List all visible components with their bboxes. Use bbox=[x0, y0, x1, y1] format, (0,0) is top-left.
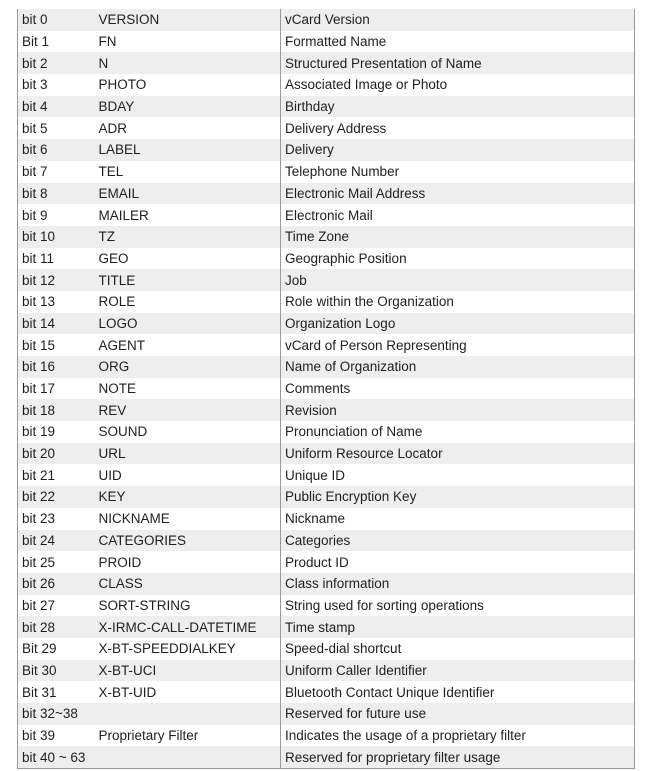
description-cell: Associated Image or Photo bbox=[281, 74, 635, 96]
table-row bbox=[18, 161, 635, 183]
table-row bbox=[18, 508, 635, 530]
property-cell: LOGO bbox=[93, 313, 281, 335]
description-cell: Name of Organization bbox=[281, 356, 635, 378]
table-row bbox=[18, 638, 635, 660]
table-row bbox=[18, 52, 635, 74]
property-cell: REV bbox=[93, 399, 281, 421]
description-cell: Electronic Mail Address bbox=[281, 183, 635, 205]
bit-cell: bit 24 bbox=[18, 530, 93, 552]
table-row bbox=[18, 703, 635, 725]
table-row bbox=[18, 486, 635, 508]
bit-cell: bit 15 bbox=[18, 334, 93, 356]
description-cell: vCard Version bbox=[281, 9, 635, 31]
table-row bbox=[18, 226, 635, 248]
description-cell: Comments bbox=[281, 378, 635, 400]
description-cell: Product ID bbox=[281, 551, 635, 573]
property-cell: TITLE bbox=[93, 269, 281, 291]
table-row bbox=[18, 291, 635, 313]
description-cell: Organization Logo bbox=[281, 313, 635, 335]
property-cell: TZ bbox=[93, 226, 281, 248]
table-row bbox=[18, 248, 635, 270]
table-row bbox=[18, 183, 635, 205]
bit-cell: bit 23 bbox=[18, 508, 93, 530]
description-cell: Categories bbox=[281, 530, 635, 552]
bit-cell: bit 39 bbox=[18, 725, 93, 747]
bit-cell: bit 13 bbox=[18, 291, 93, 313]
description-cell: Pronunciation of Name bbox=[281, 421, 635, 443]
table-row bbox=[18, 530, 635, 552]
table-row bbox=[18, 616, 635, 638]
property-cell: PHOTO bbox=[93, 74, 281, 96]
description-cell: Delivery Address bbox=[281, 117, 635, 139]
bit-cell: bit 7 bbox=[18, 161, 93, 183]
table-row bbox=[18, 117, 635, 139]
description-cell: Nickname bbox=[281, 508, 635, 530]
property-cell: ADR bbox=[93, 117, 281, 139]
bit-cell: bit 6 bbox=[18, 139, 93, 161]
table-row bbox=[18, 334, 635, 356]
table-row bbox=[18, 443, 635, 465]
description-cell: Structured Presentation of Name bbox=[281, 52, 635, 74]
bit-cell: bit 26 bbox=[18, 573, 93, 595]
description-cell: Speed-dial shortcut bbox=[281, 638, 635, 660]
property-cell: X-BT-UCI bbox=[93, 660, 281, 682]
table-row bbox=[18, 399, 635, 421]
bit-cell: bit 12 bbox=[18, 269, 93, 291]
description-cell: String used for sorting operations bbox=[281, 595, 635, 617]
description-cell: Time stamp bbox=[281, 616, 635, 638]
property-cell: SORT-STRING bbox=[93, 595, 281, 617]
table-row bbox=[18, 421, 635, 443]
table-row bbox=[18, 378, 635, 400]
bit-cell: bit 27 bbox=[18, 595, 93, 617]
description-cell: Job bbox=[281, 269, 635, 291]
description-cell: Indicates the usage of a proprietary filter bbox=[281, 725, 635, 747]
bit-cell: bit 22 bbox=[18, 486, 93, 508]
table-row bbox=[18, 573, 635, 595]
property-cell: CATEGORIES bbox=[93, 530, 281, 552]
table-row bbox=[18, 9, 635, 31]
bit-cell: bit 25 bbox=[18, 551, 93, 573]
bit-cell: bit 18 bbox=[18, 399, 93, 421]
bit-cell: bit 19 bbox=[18, 421, 93, 443]
bit-cell: bit 5 bbox=[18, 117, 93, 139]
description-cell: Uniform Caller Identifier bbox=[281, 660, 635, 682]
table-row bbox=[18, 139, 635, 161]
bit-cell: bit 11 bbox=[18, 248, 93, 270]
table-body bbox=[18, 9, 635, 769]
property-cell: GEO bbox=[93, 248, 281, 270]
description-cell: Time Zone bbox=[281, 226, 635, 248]
property-cell: SOUND bbox=[93, 421, 281, 443]
bit-cell: bit 8 bbox=[18, 183, 93, 205]
description-cell: Electronic Mail bbox=[281, 204, 635, 226]
description-cell: Telephone Number bbox=[281, 161, 635, 183]
description-cell: vCard of Person Representing bbox=[281, 334, 635, 356]
bit-cell: bit 20 bbox=[18, 443, 93, 465]
bit-cell: bit 14 bbox=[18, 313, 93, 335]
table-row bbox=[18, 31, 635, 53]
property-cell: NOTE bbox=[93, 378, 281, 400]
vcard-filter-table-container bbox=[17, 9, 634, 769]
property-cell: ROLE bbox=[93, 291, 281, 313]
table-row bbox=[18, 595, 635, 617]
property-cell: TEL bbox=[93, 161, 281, 183]
description-cell: Reserved for proprietary filter usage bbox=[281, 746, 635, 768]
description-cell: Uniform Resource Locator bbox=[281, 443, 635, 465]
description-cell: Class information bbox=[281, 573, 635, 595]
bit-cell: bit 9 bbox=[18, 204, 93, 226]
table-row bbox=[18, 356, 635, 378]
description-cell: Formatted Name bbox=[281, 31, 635, 53]
description-cell: Role within the Organization bbox=[281, 291, 635, 313]
bit-cell: bit 16 bbox=[18, 356, 93, 378]
table-row bbox=[18, 269, 635, 291]
property-cell: FN bbox=[93, 31, 281, 53]
table-row bbox=[18, 725, 635, 747]
table-row bbox=[18, 681, 635, 703]
bit-cell: Bit 29 bbox=[18, 638, 93, 660]
property-cell: BDAY bbox=[93, 96, 281, 118]
property-cell: AGENT bbox=[93, 334, 281, 356]
table-row bbox=[18, 660, 635, 682]
property-cell: NICKNAME bbox=[93, 508, 281, 530]
description-cell: Unique ID bbox=[281, 464, 635, 486]
bit-cell: bit 4 bbox=[18, 96, 93, 118]
bit-cell: Bit 30 bbox=[18, 660, 93, 682]
property-cell: N bbox=[93, 52, 281, 74]
description-cell: Public Encryption Key bbox=[281, 486, 635, 508]
bit-cell: bit 3 bbox=[18, 74, 93, 96]
description-cell: Reserved for future use bbox=[281, 703, 635, 725]
bit-cell: bit 32~38 bbox=[18, 703, 93, 725]
table-row bbox=[18, 74, 635, 96]
bit-cell: Bit 1 bbox=[18, 31, 93, 53]
bit-cell: bit 0 bbox=[18, 9, 93, 31]
property-cell bbox=[93, 746, 281, 768]
property-cell: PROID bbox=[93, 551, 281, 573]
property-cell: VERSION bbox=[93, 9, 281, 31]
property-cell bbox=[93, 703, 281, 725]
bit-cell: bit 10 bbox=[18, 226, 93, 248]
bit-cell: bit 21 bbox=[18, 464, 93, 486]
bit-cell: bit 17 bbox=[18, 378, 93, 400]
table-row bbox=[18, 551, 635, 573]
property-cell: ORG bbox=[93, 356, 281, 378]
table-row bbox=[18, 464, 635, 486]
property-cell: Proprietary Filter bbox=[93, 725, 281, 747]
bit-cell: bit 2 bbox=[18, 52, 93, 74]
property-cell: URL bbox=[93, 443, 281, 465]
bit-cell: Bit 31 bbox=[18, 681, 93, 703]
bit-cell: bit 40 ~ 63 bbox=[18, 746, 93, 768]
property-cell: EMAIL bbox=[93, 183, 281, 205]
table-row bbox=[18, 313, 635, 335]
property-cell: MAILER bbox=[93, 204, 281, 226]
description-cell: Geographic Position bbox=[281, 248, 635, 270]
property-cell: X-BT-SPEEDDIALKEY bbox=[93, 638, 281, 660]
property-cell: X-BT-UID bbox=[93, 681, 281, 703]
table-row bbox=[18, 96, 635, 118]
vcard-filter-table bbox=[17, 9, 635, 769]
bit-cell: bit 28 bbox=[18, 616, 93, 638]
property-cell: CLASS bbox=[93, 573, 281, 595]
property-cell: KEY bbox=[93, 486, 281, 508]
description-cell: Bluetooth Contact Unique Identifier bbox=[281, 681, 635, 703]
property-cell: LABEL bbox=[93, 139, 281, 161]
table-row bbox=[18, 204, 635, 226]
description-cell: Revision bbox=[281, 399, 635, 421]
description-cell: Delivery bbox=[281, 139, 635, 161]
description-cell: Birthday bbox=[281, 96, 635, 118]
property-cell: X-IRMC-CALL-DATETIME bbox=[93, 616, 281, 638]
property-cell: UID bbox=[93, 464, 281, 486]
table-row bbox=[18, 746, 635, 768]
